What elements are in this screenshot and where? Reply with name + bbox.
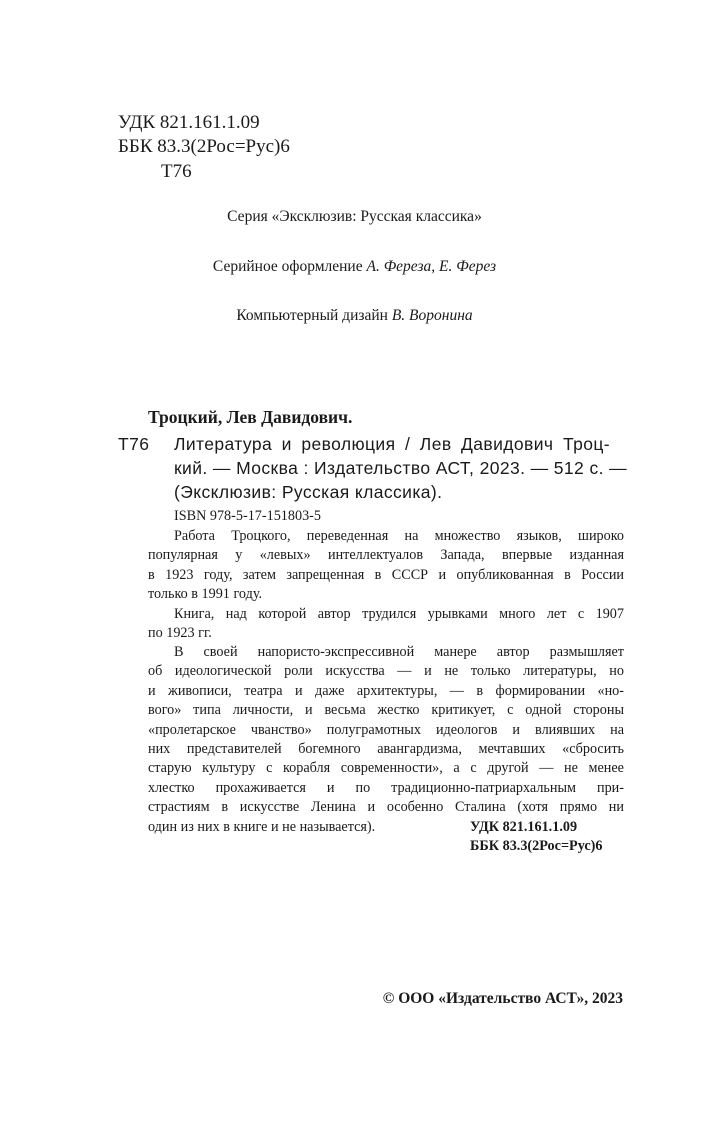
annotation-line: Работа Троцкого, переведенная на множество языков, широко <box>174 528 624 544</box>
annotation-line: хлестко прохаживается и по традиционно-патриархальным при- <box>148 779 624 796</box>
footer-udk-code: УДК 821.161.1.09 <box>470 819 578 835</box>
annotation-line: и живописи, театра и даже архитектуры, — в формировании «но- <box>148 682 624 699</box>
annotation-line: вого» типа личности, и весьма жестко критикует, с одной стороны <box>148 702 624 719</box>
annotation-line: «пролетарское чванство» полуграмотных идеологов и влиявших на <box>148 721 624 738</box>
computer-design-prefix: Компьютерный дизайн <box>236 307 392 324</box>
footer-bbk-code: ББК 83.3(2Рос=Рус)6 <box>470 838 603 854</box>
annotation-line: страстиям в искусстве Ленина и особенно Сталина (хотя прямо ни <box>148 799 624 816</box>
annotation-line: Книга, над которой автор трудился урывками много лет с 1907 <box>174 606 624 622</box>
series-design-prefix: Серийное оформление <box>212 258 367 275</box>
annotation-line: по 1923 гг. <box>148 625 212 642</box>
annotation-paragraph-1 <box>148 527 624 605</box>
annotation-paragraph-2 <box>148 605 624 644</box>
isbn: ISBN 978-5-17-151803-5 <box>174 508 321 524</box>
annotation-line: только в 1991 году. <box>148 586 263 603</box>
catalog-mark: Т76 <box>118 434 150 454</box>
computer-design-credit <box>0 306 709 326</box>
udk-code: УДК 821.161.1.09 <box>118 112 260 133</box>
annotation-paragraph-3 <box>148 643 624 837</box>
annotation-line: один из них в книге и не называется). <box>148 818 376 835</box>
bbk-code: ББК 83.3(2Рос=Рус)6 <box>118 136 290 157</box>
author-mark: Т76 <box>161 161 192 182</box>
annotation-line: в 1923 году, затем запрещенная в СССР и опубликованная в России <box>148 566 624 583</box>
annotation-line: них представителей богемного авангардизма, мечтавших «сбросить <box>148 740 624 757</box>
annotation-line: В своей напористо-экспрессивной манере автор размышляет <box>174 644 624 660</box>
annotation-line: об идеологической роли искусства — и не только литературы, но <box>148 663 624 680</box>
annotation-line: старую культуру с корабля современности», а с другой — не менее <box>148 760 624 777</box>
annotation-line: популярная у «левых» интеллектуалов Запада, впервые изданная <box>148 547 624 564</box>
computer-design-name: В. Воронина <box>391 307 473 324</box>
series-design-names: А. Фереза, Е. Ферез <box>366 258 497 275</box>
catalog-author-heading: Троцкий, Лев Давидович. <box>148 407 353 427</box>
catalog-entry-line-1: Литература и революция / Лев Давидович Троц- <box>174 434 610 454</box>
series-design-credit <box>0 257 709 277</box>
copyright-notice: © ООО «Издательство АСТ», 2023 <box>382 990 623 1007</box>
catalog-entry-line-2: кий. — Москва : Издательство АСТ, 2023. — 512 с. — <box>174 458 628 478</box>
catalog-entry-line-3: (Эксклюзив: Русская классика). <box>174 482 443 502</box>
series-line: Серия «Эксклюзив: Русская классика» <box>227 208 482 225</box>
